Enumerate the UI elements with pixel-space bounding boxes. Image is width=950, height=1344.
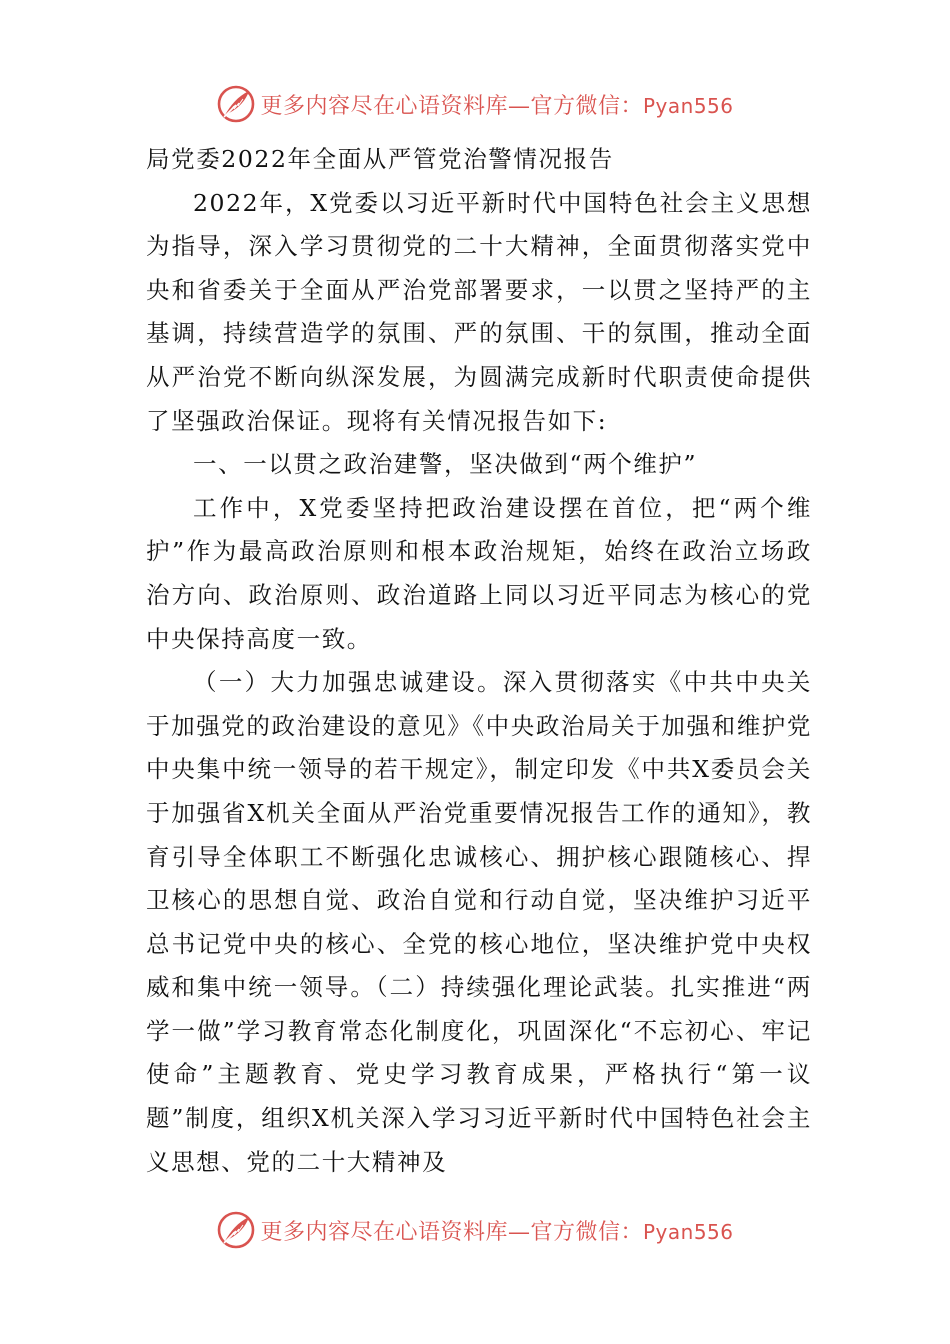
document-body bbox=[146, 138, 812, 1184]
paragraph-intro: 2022年，X党委以习近平新时代中国特色社会主义思想为指导，深入学习贯彻党的二十大精神，全面贯彻落实党中央和省委关于全面从严治党部署要求，一以贯之坚持严的主基调，持续营造学的氛围、严的氛围、干的氛围，推动全面从严治党不断向纵深发展，为圆满完成新时代职责使命提供了坚强政治保证。现将有关情况报告如下: bbox=[146, 188, 812, 435]
section-heading-1: 一、一以贯之政治建警，坚决做到“两个维护” bbox=[193, 450, 698, 479]
feather-quill-icon bbox=[216, 84, 256, 124]
paragraph-section-1: 工作中，X党委坚持把政治建设摆在首位，把“两个维护”作为最高政治原则和根本政治规矩，始终在政治立场政治方向、政治原则、政治道路上同以习近平同志为核心的党中央保持高度一致。 bbox=[146, 493, 812, 653]
document-title: 局党委2022年全面从严管党治警情况报告 bbox=[146, 145, 614, 173]
watermark-banner-bottom bbox=[0, 1210, 950, 1250]
feather-quill-icon bbox=[216, 1210, 256, 1250]
paragraph-subsection-1: （一）大力加强忠诚建设。深入贯彻落实《中共中央关于加强党的政治建设的意见》《中央政治局关于加强和维护党中央集中统一领导的若干规定》，制定印发《中共X委员会关于加强省X机关全面从严治党重要情况报告工作的通知》，教育引导全体职工不断强化忠诚核心、拥护核心跟随核心、捍卫核心的思想自觉、政治自觉和行动自觉，坚决维护习近平总书记党中央的核心、全党的核心地位，坚决维护党中央权威和集中统一领导。（二）持续强化理论武装。扎实推进“两学一做”学习教育常态化制度化，巩固深化“不忘初心、牢记使命”主题教育、党史学习教育成果，严格执行“第一议题”制度，组织X机关深入学习习近平新时代中国特色社会主义思想、党的二十大精神及 bbox=[146, 668, 812, 1176]
watermark-banner-top bbox=[0, 84, 950, 124]
watermark-handle: Pyan556 bbox=[643, 93, 734, 118]
watermark-handle: Pyan556 bbox=[643, 1219, 734, 1244]
watermark-text: 更多内容尽在心语资料库—官方微信：Pyan556 bbox=[260, 1219, 734, 1245]
watermark-text: 更多内容尽在心语资料库—官方微信：Pyan556 bbox=[260, 93, 734, 119]
